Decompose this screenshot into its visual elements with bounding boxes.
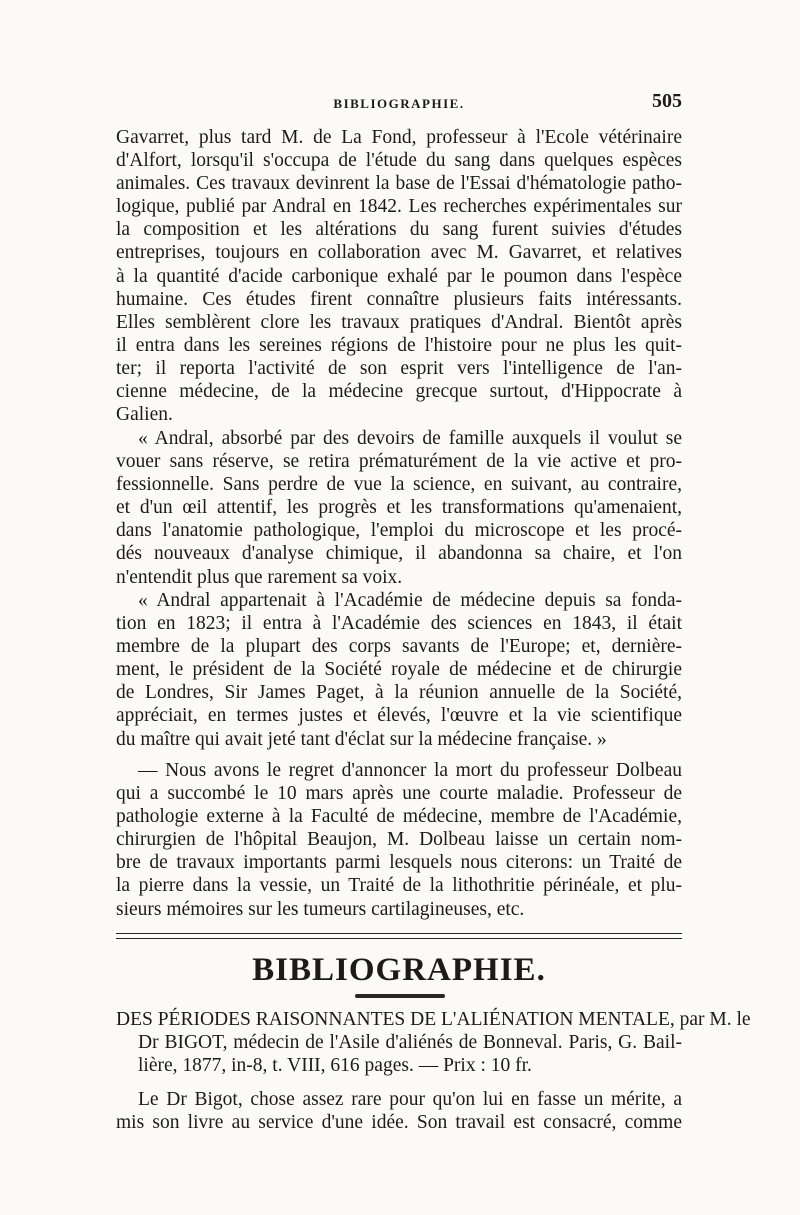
text-line: n'entendit plus que rarement sa voix.	[116, 566, 403, 588]
page-number: 505	[652, 90, 682, 112]
text-line: « Andral appartenait à l'Académie de médecine depuis sa fonda-	[138, 590, 682, 611]
text-line: de Londres, Sir James Paget, à la réunion annuelle de la Société,	[116, 682, 682, 704]
text-line: Gavarret, plus tard M. de La Fond, professeur à l'Ecole vétérinaire	[116, 127, 682, 148]
text-line: du maître qui avait jeté tant d'éclat sur la médecine française. »	[116, 728, 607, 750]
text-line: la composition et les altérations du sang furent suivies d'études	[116, 219, 682, 241]
text-line: vouer sans réserve, se retira prématurément de la vie active et pro-	[116, 451, 682, 473]
paragraph-andral-academies	[116, 589, 682, 751]
text-line: ter; il reporta l'activité de son esprit vers l'intelligence de l'an-	[116, 357, 682, 379]
text-line: logique, publié par Andral en 1842. Les recherches expérimentales sur	[116, 196, 682, 218]
text-line: membre de la plupart des corps savants de l'Europe; et, dernière-	[116, 636, 682, 658]
paragraph-andral-retirement	[116, 427, 682, 589]
text-line: Elles semblèrent clore les travaux pratiques d'Andral. Bientôt après	[116, 311, 682, 333]
running-title: BIBLIOGRAPHIE.	[333, 96, 465, 111]
text-line: DES PÉRIODES RAISONNANTES DE L'ALIÉNATION MENTALE, par M. le	[116, 1009, 751, 1030]
text-line: « Andral, absorbé par des devoirs de famille auxquels il voulut se	[138, 428, 682, 449]
paragraph-andral-research	[116, 126, 682, 426]
running-head	[116, 90, 682, 120]
text-line: il entra dans les sereines régions de l'histoire pour ne plus les quit-	[116, 334, 682, 356]
text-line: lière, 1877, in-8, t. VIII, 616 pages. — Prix : 10 fr.	[138, 1055, 532, 1077]
text-line: pathologie externe à la Faculté de médecine, membre de l'Académie,	[116, 806, 682, 828]
text-line: entreprises, toujours en collaboration avec M. Gavarret, et relatives	[116, 242, 682, 264]
text-line: cienne médecine, de la médecine grecque surtout, d'Hippocrate à	[116, 381, 682, 403]
bibliography-entry	[116, 1008, 751, 1077]
text-line: chirurgien de l'hôpital Beaujon, M. Dolbeau laisse un certain nom-	[116, 829, 682, 851]
text-line: animales. Ces travaux devinrent la base de l'Essai d'hématologie patho-	[116, 173, 682, 195]
text-line: à la quantité d'acide carbonique exhalé par le poumon dans l'espèce	[116, 265, 682, 287]
title-ornament	[355, 994, 445, 998]
text-line: sieurs mémoires sur les tumeurs cartilagineuses, etc.	[116, 898, 525, 920]
text-line: Le Dr Bigot, chose assez rare pour qu'on lui en fasse un mérite, a	[138, 1089, 682, 1110]
paragraph-review	[116, 1088, 682, 1134]
text-line: dés nouveaux d'analyse chimique, il abandonna sa chaire, et l'on	[116, 543, 682, 565]
text-line: qui a succombé le 10 mars après une courte maladie. Professeur de	[116, 783, 682, 805]
text-line: dans l'anatomie pathologique, l'emploi du microscope et les procé-	[116, 520, 682, 542]
text-line: mis son livre au service d'une idée. Son travail est consacré, comme	[116, 1112, 682, 1134]
paragraph-dolbeau-obituary	[116, 759, 682, 921]
text-line: tion en 1823; il entra à l'Académie des sciences en 1843, il était	[116, 613, 682, 635]
text-line: humaine. Ces études firent connaître plusieurs faits intéressants.	[116, 288, 682, 310]
text-line: ment, le président de la Société royale de médecine et de chirurgie	[116, 659, 682, 681]
text-line: d'Alfort, lorsqu'il s'occupa de l'étude du sang dans quelques espèces	[116, 150, 682, 172]
text-line: bre de travaux importants parmi lesquels nous citerons: un Traité de	[116, 852, 682, 874]
section-divider-rule	[116, 938, 682, 939]
text-line: fessionnelle. Sans perdre de vue la science, en suivant, au contraire,	[116, 474, 682, 496]
text-line: Galien.	[116, 404, 173, 426]
text-line: la pierre dans la vessie, un Traité de la lithothritie périnéale, et plu-	[116, 875, 682, 897]
text-line: et d'un œil attentif, les progrès et les transformations qu'amenaient,	[116, 497, 682, 519]
text-line: — Nous avons le regret d'annoncer la mort du professeur Dolbeau	[138, 760, 682, 781]
text-line: appréciait, en termes justes et élevés, l'œuvre et la vie scientifique	[116, 705, 682, 727]
text-line: Dr BIGOT, médecin de l'Asile d'aliénés de Bonneval. Paris, G. Bail-	[138, 1032, 682, 1054]
section-title: BIBLIOGRAPHIE.	[252, 952, 546, 988]
section-divider-rule	[116, 933, 682, 934]
